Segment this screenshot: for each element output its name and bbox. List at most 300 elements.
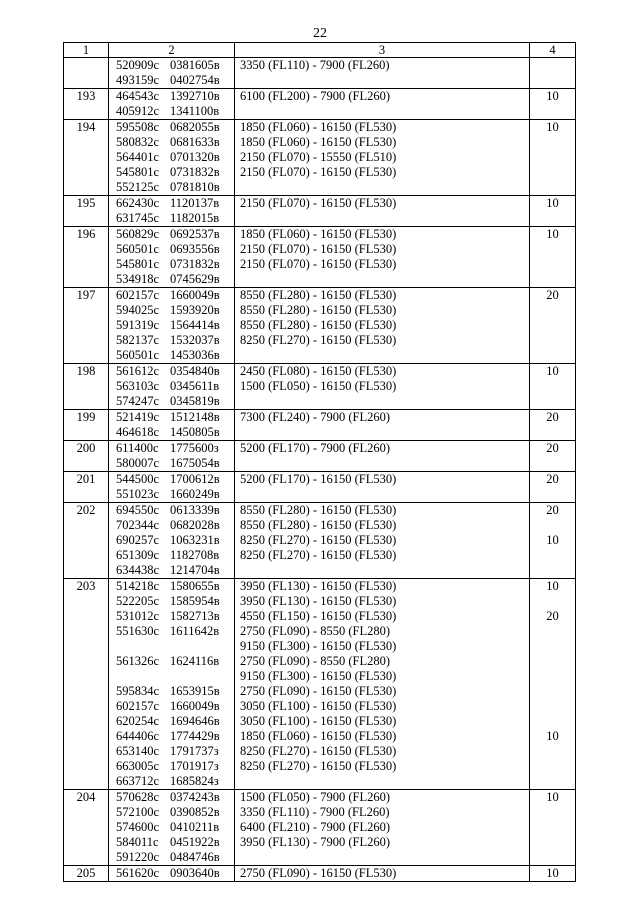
altitude-range: 5200 (FL170) - 7900 (FL260) (240, 441, 390, 455)
airspace-table (63, 42, 576, 882)
longitude: 0682028в (170, 518, 220, 532)
category-value (530, 624, 575, 639)
longitude: 0745629в (170, 272, 220, 286)
category-cell (530, 790, 576, 866)
latitude: 582137с (116, 333, 160, 347)
latitude: 584011с (116, 835, 159, 849)
category-value (530, 518, 575, 533)
column-header: 1 (64, 43, 109, 58)
table-row (64, 503, 576, 579)
page-number: 22 (313, 26, 327, 41)
longitude: 0903640в (170, 866, 220, 880)
longitude: 1774429в (170, 729, 220, 743)
longitude: 0682055в (170, 120, 220, 134)
longitude: 0354840в (170, 364, 220, 378)
altitude-range: 1850 (FL060) - 16150 (FL530) (240, 729, 397, 743)
latitude: 514218с (116, 579, 160, 593)
altitude-range: 3350 (FL110) - 7900 (FL260) (240, 805, 390, 819)
coordinate-pair (116, 104, 234, 119)
coordinates-cell (109, 89, 235, 120)
longitude: 0701320в (170, 150, 220, 164)
longitude: 0731832в (170, 257, 220, 271)
category-cell (530, 579, 576, 790)
longitude: 1611642в (170, 624, 220, 638)
latitude: 690257с (116, 533, 160, 547)
coordinate-pair (116, 73, 234, 88)
coordinate-pair (116, 227, 234, 242)
altitude-range: 2150 (FL070) - 16150 (FL530) (240, 257, 397, 271)
longitude: 1582713в (170, 609, 220, 623)
coordinate-pair (116, 866, 234, 881)
category-cell (530, 120, 576, 196)
altitude-range: 8550 (FL280) - 16150 (FL530) (240, 288, 397, 302)
coordinate-pair (116, 410, 234, 425)
column-header: 4 (530, 43, 576, 58)
table-row (64, 58, 576, 89)
coordinate-pair (116, 425, 234, 440)
longitude: 1593920в (170, 303, 220, 317)
longitude: 1341100в (170, 104, 220, 118)
altitude-range: 1850 (FL060) - 16150 (FL530) (240, 120, 397, 134)
latitude: 591220с (116, 850, 160, 864)
altitude-range: 1850 (FL060) - 16150 (FL530) (240, 135, 397, 149)
altitude-range: 2150 (FL070) - 16150 (FL530) (240, 242, 397, 256)
coordinate-pair (116, 835, 234, 850)
altitude-range: 2150 (FL070) - 16150 (FL530) (240, 165, 397, 179)
longitude: 1182015в (170, 211, 220, 225)
latitude: 580832с (116, 135, 160, 149)
longitude: 1660249в (170, 487, 220, 501)
altitude-range: 2750 (FL090) - 16150 (FL530) (240, 866, 397, 880)
altitude-range: 9150 (FL300) - 16150 (FL530) (240, 639, 397, 653)
coordinate-pair (116, 487, 234, 502)
coordinate-pair (116, 548, 234, 563)
altitude-limits-cell (235, 227, 530, 288)
longitude: 0410211в (170, 820, 220, 834)
latitude: 631745с (116, 211, 160, 225)
longitude: 1453036в (170, 348, 220, 362)
coordinates-cell (109, 441, 235, 472)
altitude-range: 9150 (FL300) - 16150 (FL530) (240, 669, 397, 683)
altitude-range: 2750 (FL090) - 8550 (FL280) (240, 624, 390, 638)
altitude-range: 6100 (FL200) - 7900 (FL260) (240, 89, 390, 103)
category-value (530, 699, 575, 714)
category-value (530, 714, 575, 729)
altitude-limits-cell (235, 579, 530, 790)
longitude: 0484746в (170, 850, 220, 864)
table-row (64, 89, 576, 120)
category-cell (530, 196, 576, 227)
longitude: 1580655в (170, 579, 220, 593)
latitude: 634438с (116, 563, 160, 577)
coordinate-pair (116, 288, 234, 303)
longitude: 1660049в (170, 699, 220, 713)
altitude-range: 3950 (FL130) - 16150 (FL530) (240, 579, 397, 593)
category-cell (530, 89, 576, 120)
category-value: 10 (546, 364, 559, 378)
longitude: 0681633в (170, 135, 220, 149)
category-cell (530, 410, 576, 441)
category-value: 10 (546, 227, 559, 241)
row-number: 205 (64, 866, 109, 882)
altitude-limits-cell (235, 288, 530, 364)
latitude: 602157с (116, 288, 160, 302)
longitude: 1653915в (170, 684, 220, 698)
coordinate-pair (116, 774, 234, 789)
latitude: 522205с (116, 594, 160, 608)
longitude: 1701917з (170, 759, 219, 773)
column-header: 2 (109, 43, 235, 58)
coordinate-pair (116, 609, 234, 624)
longitude: 1182708в (170, 548, 220, 562)
coordinate-pair (116, 272, 234, 287)
coordinate-pair (116, 714, 234, 729)
coordinate-pair (116, 441, 234, 456)
table-row (64, 441, 576, 472)
coordinates-cell (109, 58, 235, 89)
category-cell (530, 288, 576, 364)
coordinate-pair (116, 533, 234, 548)
latitude: 545801с (116, 257, 160, 271)
table-row (64, 364, 576, 410)
altitude-limits-cell (235, 196, 530, 227)
category-value (530, 58, 575, 73)
longitude: 0692537в (170, 227, 220, 241)
altitude-range: 8250 (FL270) - 16150 (FL530) (240, 744, 397, 758)
category-cell (530, 472, 576, 503)
coordinate-pair (116, 456, 234, 471)
latitude: 570628с (116, 790, 160, 804)
longitude: 0390852в (170, 805, 220, 819)
row-number: 199 (64, 410, 109, 441)
coordinate-pair (116, 379, 234, 394)
coordinate-pair (116, 348, 234, 363)
coordinate-pair (116, 518, 234, 533)
column-header: 3 (235, 43, 530, 58)
category-value: 20 (546, 472, 559, 486)
altitude-limits-cell (235, 89, 530, 120)
coordinate-pair (116, 594, 234, 609)
coordinate-pair (116, 654, 234, 669)
category-value (530, 594, 575, 609)
table-row (64, 288, 576, 364)
longitude: 1214704в (170, 563, 220, 577)
coordinate-pair (116, 759, 234, 774)
altitude-range: 8550 (FL280) - 16150 (FL530) (240, 303, 397, 317)
category-cell (530, 441, 576, 472)
coordinate-pair (116, 503, 234, 518)
coordinates-cell (109, 579, 235, 790)
coordinates-cell (109, 790, 235, 866)
altitude-limits-cell (235, 441, 530, 472)
row-number: 197 (64, 288, 109, 364)
category-value: 10 (546, 533, 559, 547)
coordinate-pair (116, 744, 234, 759)
category-value: 20 (546, 609, 559, 623)
latitude: 544500с (116, 472, 160, 486)
category-value (530, 684, 575, 699)
coordinate-pair (116, 211, 234, 226)
coordinate-pair (116, 150, 234, 165)
coordinate-pair (116, 563, 234, 578)
coordinate-pair (116, 472, 234, 487)
longitude: 0781810в (170, 180, 220, 194)
latitude: 620254с (116, 714, 160, 728)
coordinates-cell (109, 410, 235, 441)
row-number: 195 (64, 196, 109, 227)
coordinate-pair (116, 699, 234, 714)
row-number: 194 (64, 120, 109, 196)
altitude-range: 8250 (FL270) - 16150 (FL530) (240, 333, 397, 347)
coordinate-pair (116, 624, 234, 639)
longitude: 1775600з (170, 441, 219, 455)
row-number: 202 (64, 503, 109, 579)
altitude-limits-cell (235, 503, 530, 579)
latitude: 520909с (116, 58, 160, 72)
longitude: 1660049в (170, 288, 220, 302)
latitude: 644406с (116, 729, 160, 743)
category-value: 20 (546, 288, 559, 302)
altitude-range: 1500 (FL050) - 16150 (FL530) (240, 379, 397, 393)
latitude: 561620с (116, 866, 160, 880)
coordinate-pair (116, 820, 234, 835)
coordinate-pair (116, 196, 234, 211)
longitude: 0731832в (170, 165, 220, 179)
latitude: 464618с (116, 425, 160, 439)
altitude-range: 6400 (FL210) - 7900 (FL260) (240, 820, 390, 834)
row-number (64, 58, 109, 89)
altitude-range: 8550 (FL280) - 16150 (FL530) (240, 518, 397, 532)
latitude: 602157с (116, 699, 160, 713)
category-cell (530, 503, 576, 579)
coordinates-cell (109, 472, 235, 503)
category-cell (530, 227, 576, 288)
latitude: 594025с (116, 303, 160, 317)
coordinate-pair (116, 165, 234, 180)
latitude: 574600с (116, 820, 160, 834)
latitude: 534918с (116, 272, 160, 286)
coordinate-pair (116, 180, 234, 195)
coordinate-pair (116, 850, 234, 865)
category-cell (530, 364, 576, 410)
coordinate-pair (116, 790, 234, 805)
coordinate-pair (116, 257, 234, 272)
category-value: 10 (546, 89, 559, 103)
longitude: 1063231в (170, 533, 220, 547)
coordinate-pair (116, 318, 234, 333)
row-number: 201 (64, 472, 109, 503)
longitude: 0402754в (170, 73, 220, 87)
latitude: 493159с (116, 73, 160, 87)
table-row (64, 866, 576, 882)
coordinates-cell (109, 288, 235, 364)
table-row (64, 472, 576, 503)
category-value: 10 (546, 790, 559, 804)
coordinates-cell (109, 227, 235, 288)
altitude-range: 2150 (FL070) - 16150 (FL530) (240, 196, 397, 210)
row-number: 203 (64, 579, 109, 790)
table-row (64, 227, 576, 288)
latitude: 564401с (116, 150, 160, 164)
altitude-range: 8550 (FL280) - 16150 (FL530) (240, 503, 397, 517)
altitude-range: 4550 (FL150) - 16150 (FL530) (240, 609, 397, 623)
altitude-range: 8550 (FL280) - 16150 (FL530) (240, 318, 397, 332)
category-value (530, 654, 575, 669)
coordinate-pair (116, 684, 234, 699)
table-row (64, 196, 576, 227)
altitude-range: 1850 (FL060) - 16150 (FL530) (240, 227, 397, 241)
row-number: 204 (64, 790, 109, 866)
altitude-limits-cell (235, 866, 530, 882)
coordinate-pair (116, 669, 234, 684)
latitude: 561612с (116, 364, 160, 378)
row-number: 196 (64, 227, 109, 288)
latitude: 563103с (116, 379, 160, 393)
altitude-limits-cell (235, 120, 530, 196)
category-value (530, 639, 575, 654)
latitude: 551023с (116, 487, 160, 501)
altitude-range: 1500 (FL050) - 7900 (FL260) (240, 790, 390, 804)
altitude-range: 3950 (FL130) - 7900 (FL260) (240, 835, 390, 849)
latitude: 595508с (116, 120, 160, 134)
category-value: 10 (546, 579, 559, 593)
longitude: 1120137в (170, 196, 220, 210)
table-row (64, 579, 576, 790)
longitude: 0381605в (170, 58, 220, 72)
coordinate-pair (116, 89, 234, 104)
longitude: 0613339в (170, 503, 220, 517)
altitude-range: 2150 (FL070) - 15550 (FL510) (240, 150, 397, 164)
category-cell (530, 58, 576, 89)
coordinate-pair (116, 58, 234, 73)
latitude: 405912с (116, 104, 160, 118)
header-row (64, 43, 576, 58)
category-value: 20 (546, 410, 559, 424)
altitude-range: 2750 (FL090) - 8550 (FL280) (240, 654, 390, 668)
table-row (64, 410, 576, 441)
latitude: 521419с (116, 410, 160, 424)
category-value: 10 (546, 866, 559, 880)
altitude-limits-cell (235, 472, 530, 503)
coordinate-pair (116, 394, 234, 409)
longitude: 1585954в (170, 594, 220, 608)
row-number: 193 (64, 89, 109, 120)
category-cell (530, 866, 576, 882)
coordinate-pair (116, 364, 234, 379)
latitude: 560501с (116, 348, 160, 362)
coordinate-pair (116, 333, 234, 348)
longitude: 0693556в (170, 242, 220, 256)
latitude: 694550с (116, 503, 160, 517)
altitude-range: 8250 (FL270) - 16150 (FL530) (240, 548, 397, 562)
longitude: 1685824з (170, 774, 219, 788)
longitude: 1694646в (170, 714, 220, 728)
altitude-limits-cell (235, 410, 530, 441)
latitude: 662430с (116, 196, 160, 210)
table-row (64, 790, 576, 866)
coordinate-pair (116, 579, 234, 594)
coordinates-cell (109, 364, 235, 410)
altitude-range: 2450 (FL080) - 16150 (FL530) (240, 364, 397, 378)
altitude-range: 3350 (FL110) - 7900 (FL260) (240, 58, 390, 72)
latitude: 580007с (116, 456, 160, 470)
altitude-range: 3050 (FL100) - 16150 (FL530) (240, 714, 397, 728)
altitude-range: 2750 (FL090) - 16150 (FL530) (240, 684, 397, 698)
latitude: 464543с (116, 89, 160, 103)
latitude: 653140с (116, 744, 160, 758)
latitude: 651309с (116, 548, 160, 562)
coordinate-pair (116, 729, 234, 744)
coordinates-cell (109, 196, 235, 227)
altitude-range: 7300 (FL240) - 7900 (FL260) (240, 410, 390, 424)
coordinate-pair (116, 805, 234, 820)
latitude: 611400с (116, 441, 159, 455)
altitude-limits-cell (235, 790, 530, 866)
longitude: 1675054в (170, 456, 220, 470)
longitude: 1450805в (170, 425, 220, 439)
longitude: 1700612в (170, 472, 220, 486)
altitude-range: 8250 (FL270) - 16150 (FL530) (240, 533, 397, 547)
latitude: 560501с (116, 242, 160, 256)
row-number: 200 (64, 441, 109, 472)
longitude: 0345611в (170, 379, 220, 393)
longitude: 0451922в (170, 835, 220, 849)
latitude: 531012с (116, 609, 160, 623)
latitude: 663712с (116, 774, 160, 788)
longitude: 1392710в (170, 89, 220, 103)
latitude: 560829с (116, 227, 160, 241)
altitude-range: 3950 (FL130) - 16150 (FL530) (240, 594, 397, 608)
latitude: 572100с (116, 805, 160, 819)
coordinate-pair (116, 303, 234, 318)
latitude: 663005с (116, 759, 160, 773)
longitude: 1564414в (170, 318, 220, 332)
longitude: 1624116в (170, 654, 220, 668)
longitude: 0374243в (170, 790, 220, 804)
latitude: 591319с (116, 318, 160, 332)
coordinate-pair (116, 135, 234, 150)
altitude-limits-cell (235, 58, 530, 89)
category-value (530, 669, 575, 684)
table-row (64, 120, 576, 196)
longitude: 1791737з (170, 744, 219, 758)
category-value: 10 (546, 729, 559, 743)
latitude: 595834с (116, 684, 160, 698)
longitude: 0345819в (170, 394, 220, 408)
category-value: 10 (546, 120, 559, 134)
coordinate-pair (116, 639, 234, 654)
altitude-range: 8250 (FL270) - 16150 (FL530) (240, 759, 397, 773)
coordinate-pair (116, 242, 234, 257)
category-value: 10 (546, 196, 559, 210)
coordinates-cell (109, 866, 235, 882)
coordinates-cell (109, 503, 235, 579)
category-value: 20 (546, 441, 559, 455)
longitude: 1512148в (170, 410, 220, 424)
latitude: 702344с (116, 518, 160, 532)
latitude: 552125с (116, 180, 160, 194)
coordinate-pair (116, 120, 234, 135)
latitude: 545801с (116, 165, 160, 179)
altitude-limits-cell (235, 364, 530, 410)
longitude: 1532037в (170, 333, 220, 347)
latitude: 561326с (116, 654, 160, 668)
latitude: 551630с (116, 624, 160, 638)
row-number: 198 (64, 364, 109, 410)
coordinates-cell (109, 120, 235, 196)
category-value: 20 (546, 503, 559, 517)
latitude: 574247с (116, 394, 160, 408)
